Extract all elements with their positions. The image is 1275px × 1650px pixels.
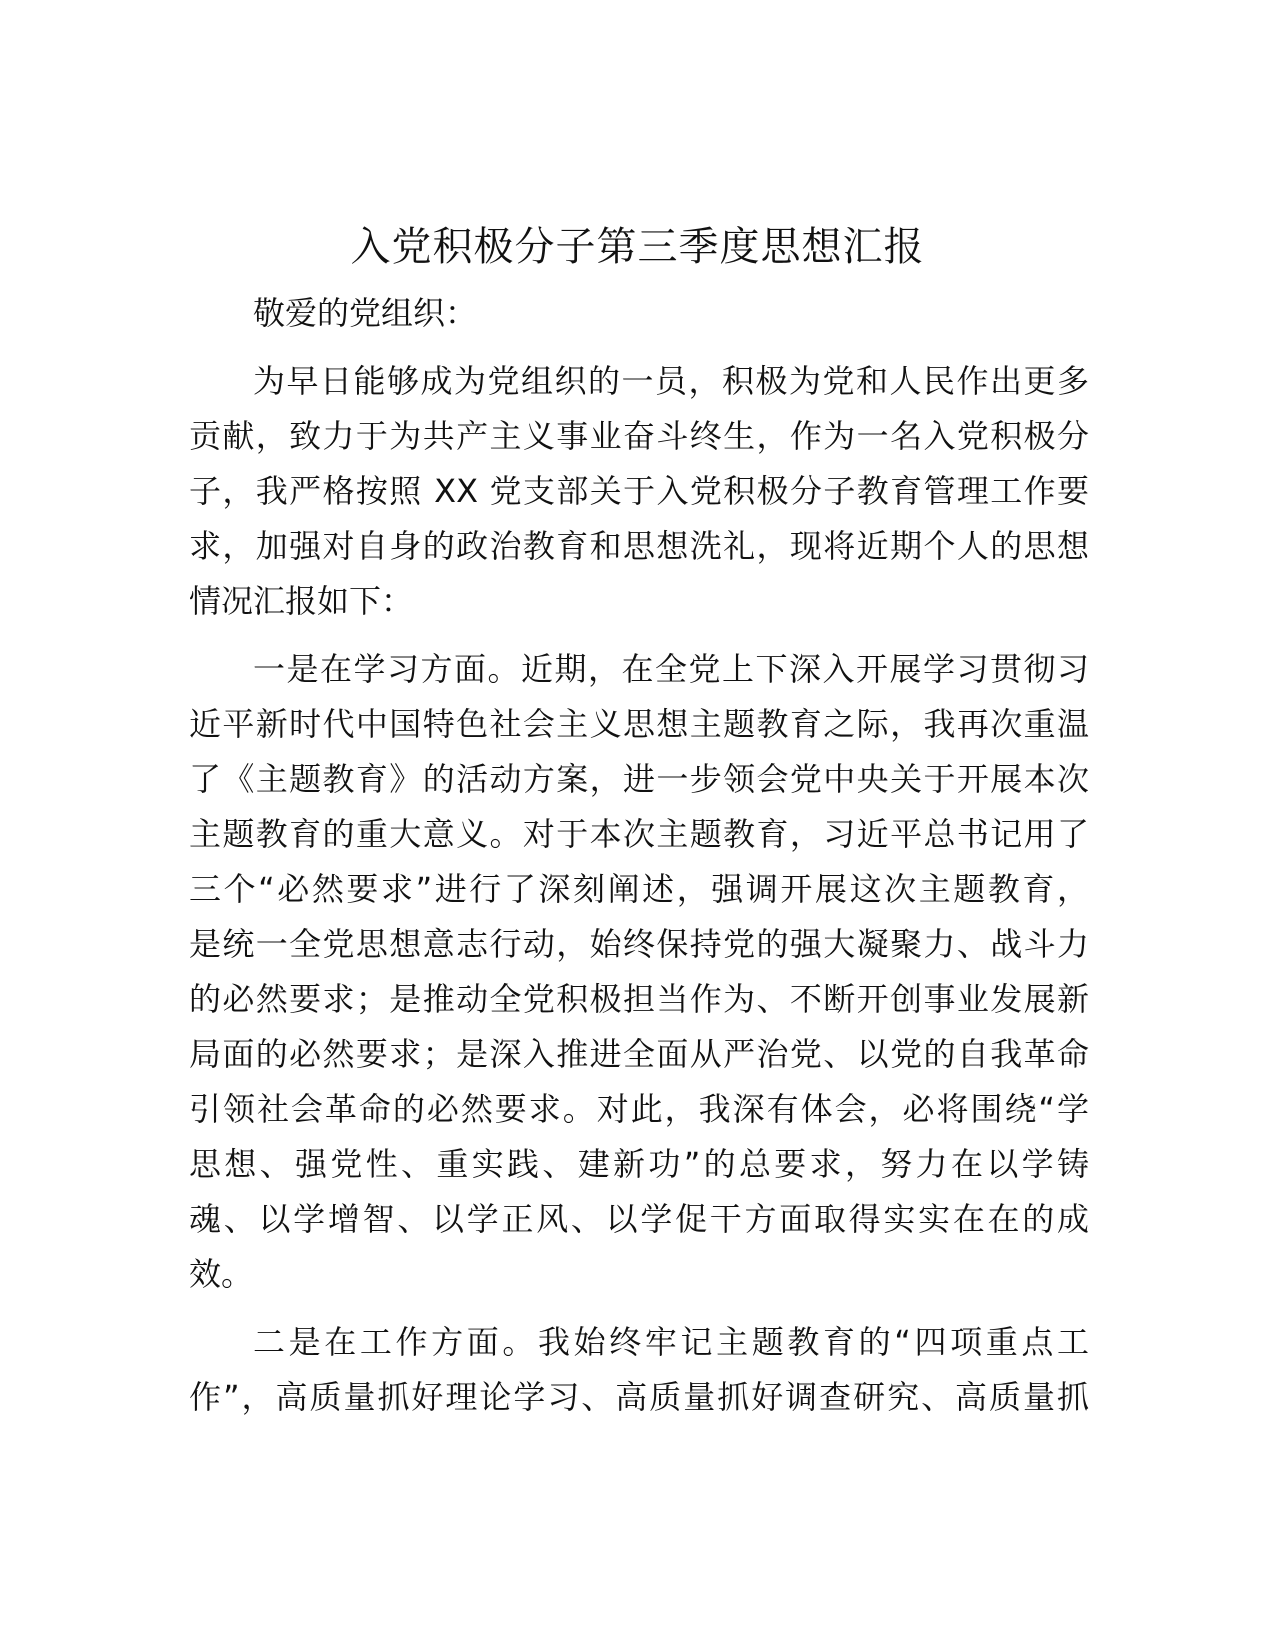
paragraph-1-line: 求，加强对自身的政治教育和思想洗礼，现将近期个人的思想 bbox=[189, 527, 1089, 565]
paragraph-2-line: 是统一全党思想意志行动，始终保持党的强大凝聚力、战斗力 bbox=[189, 925, 1089, 963]
paragraph-2-line: 主题教育的重大意义。对于本次主题教育，习近平总书记用了 bbox=[189, 815, 1089, 853]
paragraph-2-line: 魂、以学增智、以学正风、以学促干方面取得实实在在的成 bbox=[189, 1200, 1089, 1238]
paragraph-2-line: 三个“必然要求”进行了深刻阐述，强调开展这次主题教育， bbox=[189, 870, 1089, 908]
paragraph-2-line: 了《主题教育》的活动方案，进一步领会党中央关于开展本次 bbox=[189, 760, 1089, 798]
paragraph-1-line: 情况汇报如下： bbox=[189, 582, 414, 620]
paragraph-1-line: 为早日能够成为党组织的一员，积极为党和人民作出更多 bbox=[253, 362, 1089, 400]
paragraph-2-line: 引领社会革命的必然要求。对此，我深有体会，必将围绕“学 bbox=[189, 1090, 1089, 1128]
paragraph-2-line: 的必然要求；是推动全党积极担当作为、不断开创事业发展新 bbox=[189, 980, 1089, 1018]
paragraph-1-line: 子，我严格按照 XX 党支部关于入党积极分子教育管理工作要 bbox=[189, 472, 1089, 510]
salutation: 敬爱的党组织： bbox=[253, 294, 478, 332]
paragraph-3-line: 作”，高质量抓好理论学习、高质量抓好调查研究、高质量抓 bbox=[189, 1378, 1089, 1416]
paragraph-2-line: 效。 bbox=[189, 1255, 254, 1293]
document-title: 入党积极分子第三季度思想汇报 bbox=[350, 224, 925, 270]
paragraph-2-line: 局面的必然要求；是深入推进全面从严治党、以党的自我革命 bbox=[189, 1035, 1089, 1073]
paragraph-2-line: 思想、强党性、重实践、建新功”的总要求，努力在以学铸 bbox=[189, 1145, 1089, 1183]
paragraph-3-line: 二是在工作方面。我始终牢记主题教育的“四项重点工 bbox=[253, 1323, 1089, 1361]
paragraph-2-line: 一是在学习方面。近期，在全党上下深入开展学习贯彻习 bbox=[253, 650, 1089, 688]
paragraph-1-line: 贡献，致力于为共产主义事业奋斗终生，作为一名入党积极分 bbox=[189, 417, 1089, 455]
paragraph-2-line: 近平新时代中国特色社会主义思想主题教育之际，我再次重温 bbox=[189, 705, 1089, 743]
